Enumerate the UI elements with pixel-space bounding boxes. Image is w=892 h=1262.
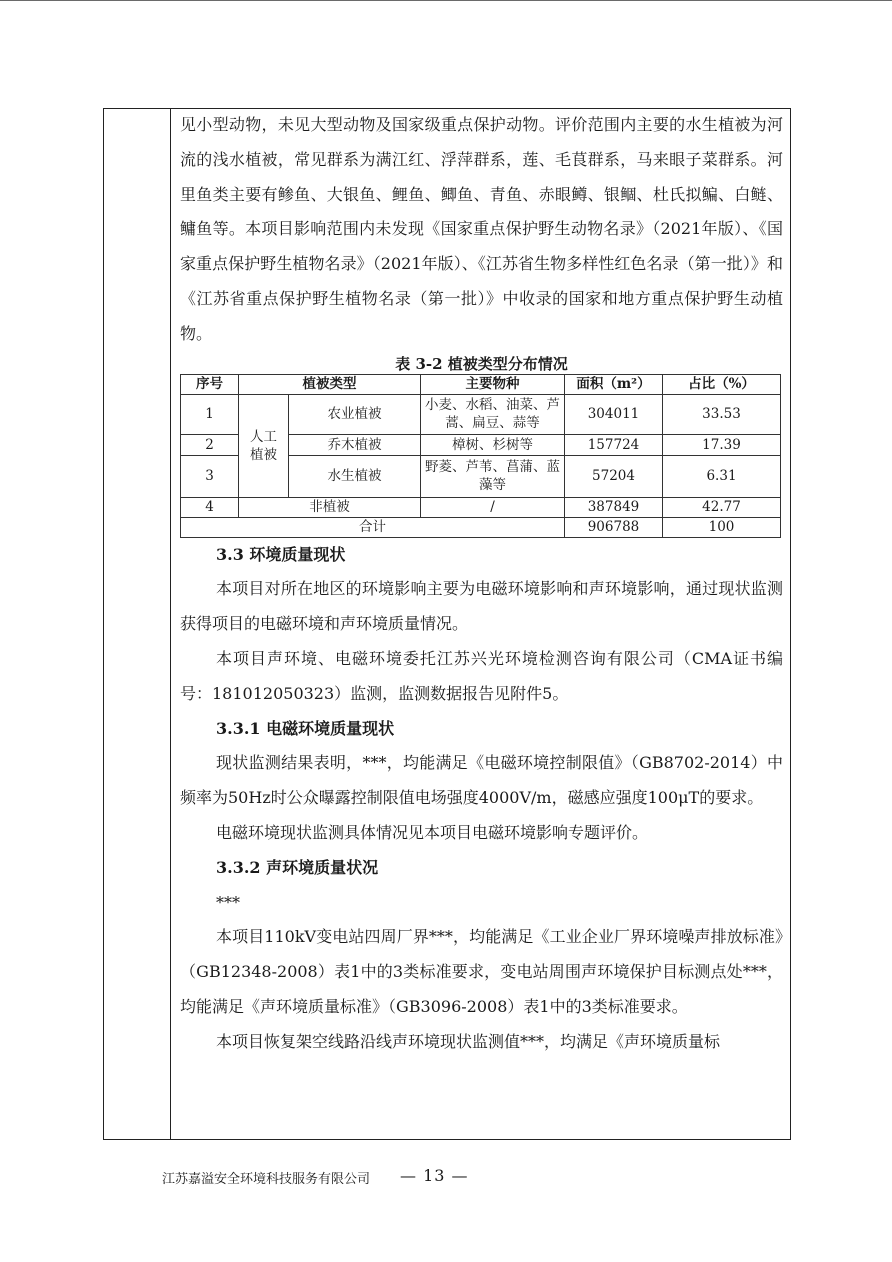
cell-area: 57204 [565,455,663,497]
col-header-pct: 占比（%） [663,374,781,394]
cell-type: 农业植被 [289,394,421,434]
cell-no: 4 [181,497,239,517]
col-header-species: 主要物种 [421,374,565,394]
cell-species: / [421,497,565,517]
paragraph-ecology: 见小型动物，未见大型动物及国家级重点保护动物。评价范围内主要的水生植被为河流的浅水植被，常见群系为满江红、浮萍群系，莲、毛茛群系，马来眼子菜群系。河里鱼类主要有鲹鱼、大银鱼、鲤鱼、鲫鱼、青鱼、赤眼鳟、银鲴、杜氏拟鳊、白鲢、鳙鱼等。本项目影响范围内未发现《国家重点保护野生动物名录》（2021年版）、《国家重点保护野生植物名录》（2021年版）、《江苏省生物多样性红色名录（第一批）》和《江苏省重点保护野生植物名录（第一批）》中收录的国家和地方重点保护野生动植物。 [180,115,783,343]
section-heading-3-3: 3.3 环境质量现状 [216,544,346,564]
cell-total-label: 合计 [181,517,565,537]
cell-area: 157724 [565,434,663,455]
page-footer [0,1168,892,1192]
paragraph: 本项目110kV变电站四周厂界***，均能满足《工业企业厂界环境噪声排放标准》（GB12348-2008）表1中的3类标准要求，变电站周围声环境保护目标测点处***，均能满足《声环境质量标准》（GB3096-2008）表1中的3类标准要求。 [180,927,783,1016]
redacted-marker: *** [216,892,240,912]
cell-area: 304011 [565,394,663,434]
table-row [181,394,781,434]
section-heading-3-3-1: 3.3.1 电磁环境质量现状 [216,718,395,738]
section-heading-3-3-2: 3.3.2 声环境质量状况 [216,857,379,877]
cell-pct: 33.53 [663,394,781,434]
cell-species: 野菱、芦苇、菖蒲、蓝藻等 [421,455,565,497]
col-header-area: 面积（m²） [565,374,663,394]
cell-pct: 17.39 [663,434,781,455]
paragraph: 现状监测结果表明，***，均能满足《电磁环境控制限值》（GB8702-2014）中频率为50Hz时公众曝露控制限值电场强度4000V/m，磁感应强度100μT的要求。 [180,753,783,808]
cell-species: 小麦、水稻、油菜、芦蒿、扁豆、蒜等 [421,394,565,434]
frame-column-divider [170,108,171,1140]
cell-no: 3 [181,455,239,497]
col-header-type: 植被类型 [239,374,421,394]
cell-group-label: 人工植被 [239,394,289,497]
cell-total-area: 906788 [565,517,663,537]
table-row [181,497,781,517]
table-header-row [181,374,781,394]
page-number: — 13 — [400,1166,469,1185]
footer-company: 江苏嘉溢安全环境科技服务有限公司 [162,1172,371,1187]
cell-type: 非植被 [239,497,421,517]
top-rule [0,0,892,1]
paragraph: 电磁环境现状监测具体情况见本项目电磁环境影响专题评价。 [216,822,649,842]
col-header-no: 序号 [181,374,239,394]
document-body [180,108,783,1060]
table-caption: 表 3-2 植被类型分布情况 [395,354,568,373]
cell-total-pct: 100 [663,517,781,537]
cell-area: 387849 [565,497,663,517]
cell-pct: 6.31 [663,455,781,497]
paragraph: 本项目恢复架空线路沿线声环境现状监测值***，均满足《声环境质量标 [216,1031,721,1051]
paragraph: 本项目对所在地区的环境影响主要为电磁环境影响和声环境影响，通过现状监测获得项目的电磁环境和声环境质量情况。 [180,579,783,634]
cell-species: 樟树、杉树等 [421,434,565,455]
cell-type: 水生植被 [289,455,421,497]
cell-pct: 42.77 [663,497,781,517]
table-total-row [181,517,781,537]
vegetation-table [180,374,781,538]
cell-type: 乔木植被 [289,434,421,455]
cell-no: 1 [181,394,239,434]
paragraph: 本项目声环境、电磁环境委托江苏兴光环境检测咨询有限公司（CMA证书编号：181012050323）监测，监测数据报告见附件5。 [180,648,783,703]
cell-no: 2 [181,434,239,455]
